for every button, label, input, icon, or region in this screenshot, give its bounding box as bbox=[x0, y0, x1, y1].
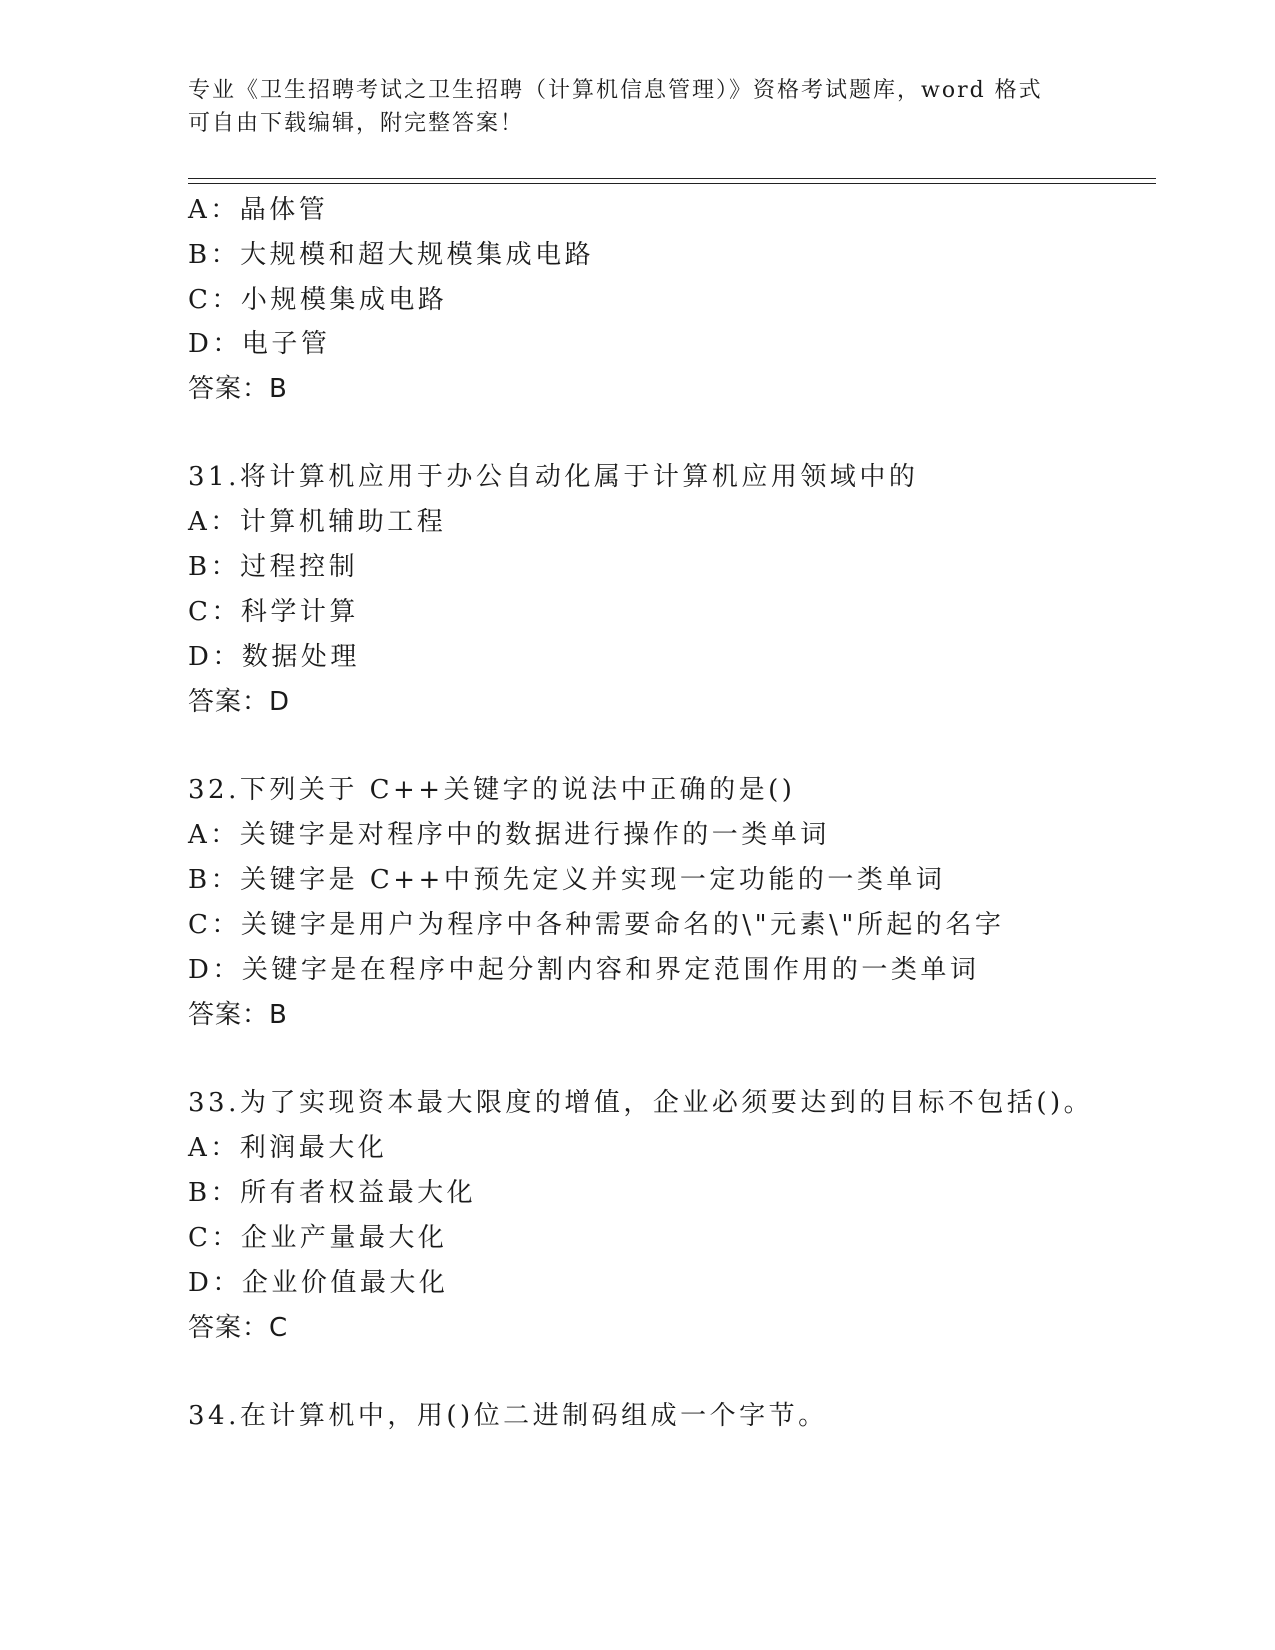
option-a: A：利润最大化 bbox=[188, 1133, 388, 1163]
answer: 答案：B bbox=[188, 374, 288, 404]
answer: 答案：D bbox=[188, 687, 291, 717]
question-stem: 32.下列关于 C++关键字的说法中正确的是() bbox=[188, 775, 796, 805]
option-d: D：关键字是在程序中起分割内容和界定范围作用的一类单词 bbox=[188, 955, 980, 985]
document-header bbox=[188, 74, 1078, 140]
option-d: D：数据处理 bbox=[188, 642, 360, 672]
option-a: A：关键字是对程序中的数据进行操作的一类单词 bbox=[188, 820, 830, 850]
header-divider-bottom bbox=[188, 183, 1156, 184]
header-line-1: 专业《卫生招聘考试之卫生招聘（计算机信息管理）》资格考试题库，word 格式 bbox=[188, 78, 1043, 103]
question-stem: 34.在计算机中，用()位二进制码组成一个字节。 bbox=[188, 1401, 828, 1431]
option-a: A：晶体管 bbox=[188, 195, 329, 225]
question-stem: 31.将计算机应用于办公自动化属于计算机应用领域中的 bbox=[188, 462, 919, 492]
option-c: C：关键字是用户为程序中各种需要命名的\"元素\"所起的名字 bbox=[188, 910, 1005, 940]
answer: 答案：B bbox=[188, 1000, 288, 1030]
option-c: C：小规模集成电路 bbox=[188, 285, 448, 315]
option-a: A：计算机辅助工程 bbox=[188, 507, 447, 537]
option-b: B：所有者权益最大化 bbox=[188, 1178, 477, 1208]
option-b: B：大规模和超大规模集成电路 bbox=[188, 240, 595, 270]
option-d: D：企业价值最大化 bbox=[188, 1268, 449, 1298]
header-line-2: 可自由下载编辑，附完整答案！ bbox=[188, 111, 525, 136]
option-c: C：企业产量最大化 bbox=[188, 1223, 448, 1253]
option-c: C：科学计算 bbox=[188, 597, 359, 627]
header-divider-top bbox=[188, 178, 1156, 179]
answer: 答案：C bbox=[188, 1313, 289, 1343]
option-d: D：电子管 bbox=[188, 329, 331, 359]
question-stem: 33.为了实现资本最大限度的增值，企业必须要达到的目标不包括()。 bbox=[188, 1088, 1094, 1118]
option-b: B：关键字是 C++中预先定义并实现一定功能的一类单词 bbox=[188, 865, 946, 895]
option-b: B：过程控制 bbox=[188, 552, 359, 582]
